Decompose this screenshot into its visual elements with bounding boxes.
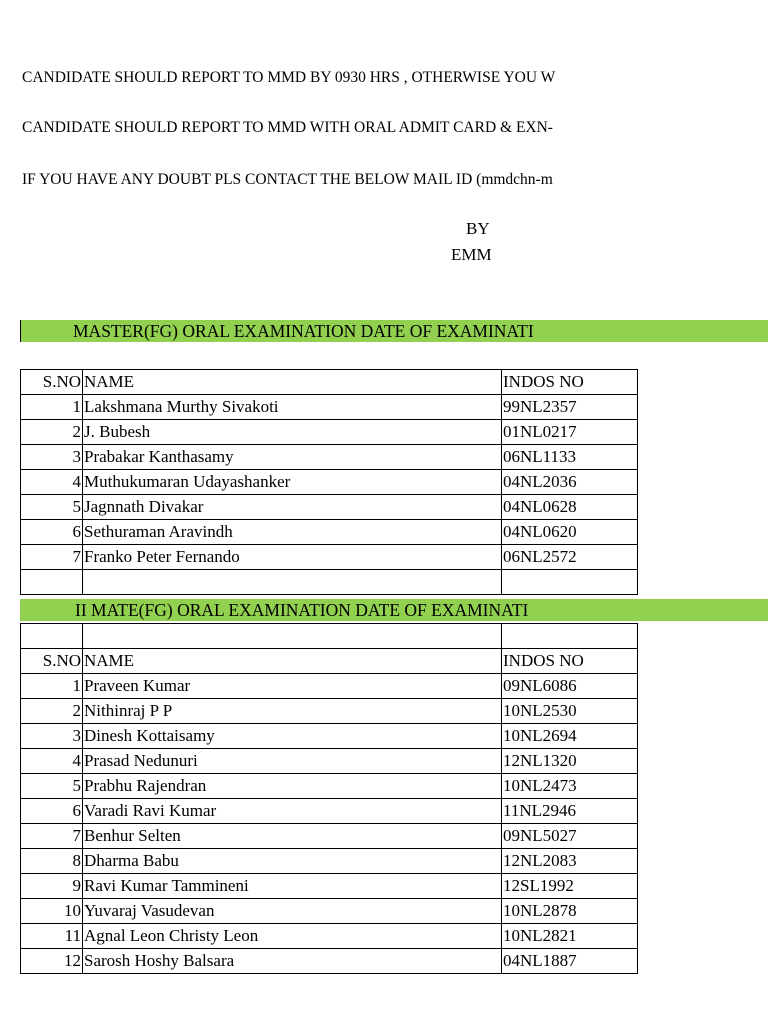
row-sno: 5 (21, 773, 83, 798)
section-banner-master (20, 320, 768, 342)
signature-name: EMM (451, 245, 492, 264)
table-row (21, 520, 638, 545)
notice-contact-mail: IF YOU HAVE ANY DOUBT PLS CONTACT THE BELOW MAIL ID (mmdchn-m (22, 171, 553, 188)
row-sno: 5 (21, 495, 83, 520)
row-name: Jagnnath Divakar (83, 495, 502, 520)
row-name: Prabakar Kanthasamy (83, 445, 502, 470)
section-title-second-mate: II MATE(FG) ORAL EXAMINATION DATE OF EXAMINATI (75, 600, 529, 620)
row-sno: 3 (21, 723, 83, 748)
row-sno: 7 (21, 823, 83, 848)
row-name: Sethuraman Aravindh (83, 520, 502, 545)
table-row (21, 470, 638, 495)
row-sno: 11 (21, 923, 83, 948)
row-indos: 99NL2357 (502, 395, 638, 420)
row-sno: 10 (21, 898, 83, 923)
table-header-row (21, 648, 638, 673)
row-name: Yuvaraj Vasudevan (83, 898, 502, 923)
spacer-cell (502, 624, 638, 649)
row-name: Lakshmana Murthy Sivakoti (83, 395, 502, 420)
table-spacer-row (21, 624, 638, 649)
master-candidates-table (20, 369, 638, 595)
row-sno: 7 (21, 545, 83, 570)
table-row (21, 445, 638, 470)
header-name: NAME (83, 370, 502, 395)
row-sno: 12 (21, 948, 83, 973)
row-indos: 04NL0628 (502, 495, 638, 520)
table-row (21, 773, 638, 798)
row-indos: 11NL2946 (502, 798, 638, 823)
table-row (21, 395, 638, 420)
row-name: Franko Peter Fernando (83, 545, 502, 570)
table-row (21, 723, 638, 748)
table-row (21, 673, 638, 698)
row-indos: 04NL2036 (502, 470, 638, 495)
row-indos: 10NL2821 (502, 923, 638, 948)
row-indos: 10NL2530 (502, 698, 638, 723)
row-sno: 4 (21, 748, 83, 773)
table-row (21, 848, 638, 873)
row-indos: 10NL2878 (502, 898, 638, 923)
header-indos: INDOS NO (502, 648, 638, 673)
spacer-cell (83, 570, 502, 595)
row-name: Muthukumaran Udayashanker (83, 470, 502, 495)
row-name: Agnal Leon Christy Leon (83, 923, 502, 948)
row-sno: 2 (21, 420, 83, 445)
row-name: Ravi Kumar Tammineni (83, 873, 502, 898)
row-indos: 12NL1320 (502, 748, 638, 773)
header-indos: INDOS NO (502, 370, 638, 395)
row-indos: 09NL5027 (502, 823, 638, 848)
row-name: Prabhu Rajendran (83, 773, 502, 798)
signature-by: BY (466, 219, 490, 238)
table-row (21, 873, 638, 898)
second-mate-candidates-table (20, 623, 638, 974)
row-indos: 10NL2473 (502, 773, 638, 798)
table-row (21, 823, 638, 848)
row-indos: 04NL1887 (502, 948, 638, 973)
row-name: Dinesh Kottaisamy (83, 723, 502, 748)
row-indos: 06NL2572 (502, 545, 638, 570)
table-row (21, 545, 638, 570)
row-indos: 04NL0620 (502, 520, 638, 545)
row-sno: 3 (21, 445, 83, 470)
table-row (21, 748, 638, 773)
header-name: NAME (83, 648, 502, 673)
table-header-row (21, 370, 638, 395)
table-row (21, 495, 638, 520)
section-title-master: MASTER(FG) ORAL EXAMINATION DATE OF EXAMINATI (73, 321, 534, 341)
row-name: Sarosh Hoshy Balsara (83, 948, 502, 973)
table-row (21, 698, 638, 723)
row-sno: 4 (21, 470, 83, 495)
row-indos: 10NL2694 (502, 723, 638, 748)
row-indos: 09NL6086 (502, 673, 638, 698)
table-spacer-row (21, 570, 638, 595)
notice-admit-card: CANDIDATE SHOULD REPORT TO MMD WITH ORAL ADMIT CARD & EXN- (22, 119, 553, 136)
row-indos: 01NL0217 (502, 420, 638, 445)
header-sno: S.NO (21, 370, 83, 395)
row-sno: 6 (21, 798, 83, 823)
row-name: Benhur Selten (83, 823, 502, 848)
table-row (21, 948, 638, 973)
notice-report-time: CANDIDATE SHOULD REPORT TO MMD BY 0930 HRS , OTHERWISE YOU W (22, 69, 556, 86)
row-sno: 6 (21, 520, 83, 545)
row-name: Praveen Kumar (83, 673, 502, 698)
row-indos: 12NL2083 (502, 848, 638, 873)
row-indos: 06NL1133 (502, 445, 638, 470)
row-name: Dharma Babu (83, 848, 502, 873)
spacer-cell (21, 624, 83, 649)
spacer-cell (502, 570, 638, 595)
row-indos: 12SL1992 (502, 873, 638, 898)
spacer-cell (21, 570, 83, 595)
row-sno: 1 (21, 673, 83, 698)
section-banner-second-mate (20, 599, 768, 621)
row-sno: 2 (21, 698, 83, 723)
table-row (21, 923, 638, 948)
row-sno: 9 (21, 873, 83, 898)
row-name: Prasad Nedunuri (83, 748, 502, 773)
table-row (21, 798, 638, 823)
row-name: Nithinraj P P (83, 698, 502, 723)
table-row (21, 420, 638, 445)
row-sno: 1 (21, 395, 83, 420)
spacer-cell (83, 624, 502, 649)
table-row (21, 898, 638, 923)
row-sno: 8 (21, 848, 83, 873)
row-name: J. Bubesh (83, 420, 502, 445)
header-sno: S.NO (21, 648, 83, 673)
row-name: Varadi Ravi Kumar (83, 798, 502, 823)
